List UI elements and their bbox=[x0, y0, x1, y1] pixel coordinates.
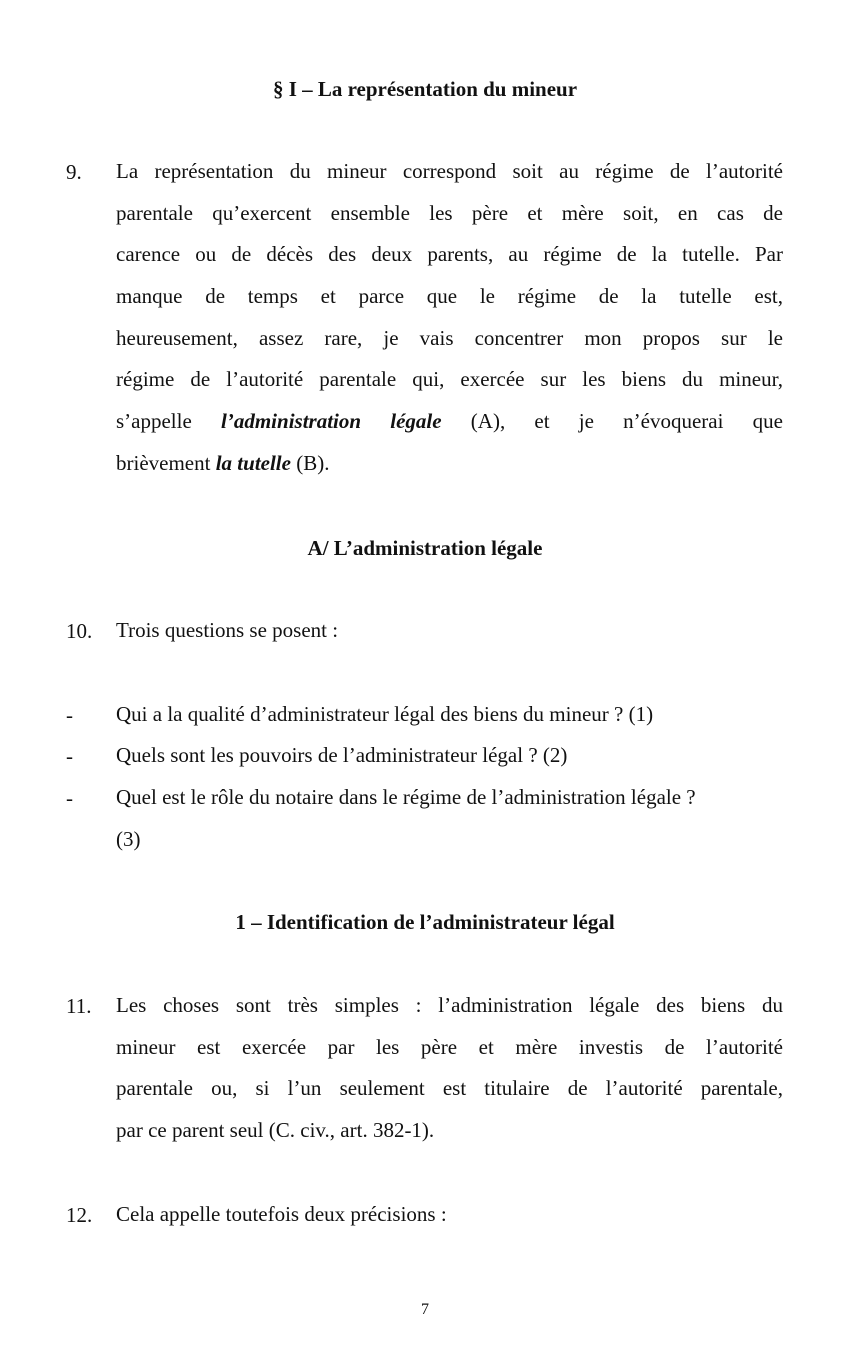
page-number: 7 bbox=[421, 1301, 429, 1318]
paragraph-11-line: Les choses sont très simples : l’administration légale des biens du bbox=[116, 993, 783, 1017]
paragraph-10-line: Trois questions se posent : bbox=[116, 618, 339, 642]
paragraph-11-line: parentale ou, si l’un seulement est titulaire de l’autorité parentale, bbox=[116, 1076, 783, 1101]
paragraph-11 bbox=[116, 985, 783, 1152]
paragraph-11-line: par ce parent seul (C. civ., art. 382-1). bbox=[116, 1118, 435, 1143]
emphasis-tutelle: la tutelle bbox=[215, 450, 291, 475]
paragraph-11-line: mineur est exercée par les père et mère investis de l’autorité bbox=[116, 1034, 783, 1059]
subsection-title-1: 1 – Identification de l’administrateur légal bbox=[235, 910, 615, 934]
paragraph-9-line: La représentation du mineur correspond soit au régime de l’autorité bbox=[116, 159, 783, 183]
paragraph-9-line: régime de l’autorité parentale qui, exercée sur les biens du mineur, bbox=[116, 367, 783, 392]
paragraph-number-12: 12. bbox=[66, 1203, 93, 1227]
paragraph-number-11: 11. bbox=[66, 994, 92, 1018]
list-item-question-3 bbox=[116, 777, 783, 860]
list-bullet: - bbox=[66, 744, 73, 768]
paragraph-12 bbox=[116, 1194, 783, 1236]
section-title: § I – La représentation du mineur bbox=[272, 77, 578, 101]
paragraph-9-line: parentale qu’exercent ensemble les père et mère soit, en cas de bbox=[116, 200, 783, 225]
paragraph-9-line: carence ou de décès des deux parents, au régime de la tutelle. Par bbox=[116, 242, 783, 267]
subsection-title-a: A/ L’administration légale bbox=[307, 536, 543, 560]
list-bullet: - bbox=[66, 786, 73, 810]
list-item-line: (3) bbox=[116, 826, 141, 851]
paragraph-number-9: 9. bbox=[66, 160, 82, 184]
paragraph-9-line bbox=[116, 401, 783, 443]
list-bullet: - bbox=[66, 703, 73, 727]
text-run: brièvement bbox=[116, 450, 216, 475]
text-run: (A), et je n’évoquerai que bbox=[441, 409, 783, 434]
paragraph-10 bbox=[116, 610, 783, 652]
paragraph-9-line: heureusement, assez rare, je vais concentrer mon propos sur le bbox=[116, 325, 783, 350]
paragraph-9 bbox=[116, 151, 783, 485]
list-item-line: Quel est le rôle du notaire dans le régime de l’administration légale ? bbox=[116, 785, 696, 809]
paragraph-number-10: 10. bbox=[66, 619, 93, 643]
paragraph-9-line: manque de temps et parce que le régime de la tutelle est, bbox=[116, 284, 783, 309]
emphasis-administration-legale: l’administration légale bbox=[221, 409, 442, 434]
paragraph-12-line: Cela appelle toutefois deux précisions : bbox=[116, 1202, 447, 1226]
text-run: (B). bbox=[290, 450, 330, 475]
list-item-question-2: Quels sont les pouvoirs de l’administrateur légal ? (2) bbox=[116, 743, 568, 767]
paragraph-9-line bbox=[116, 443, 783, 485]
list-item-question-1: Qui a la qualité d’administrateur légal des biens du mineur ? (1) bbox=[116, 702, 654, 726]
text-run: s’appelle bbox=[116, 409, 222, 434]
